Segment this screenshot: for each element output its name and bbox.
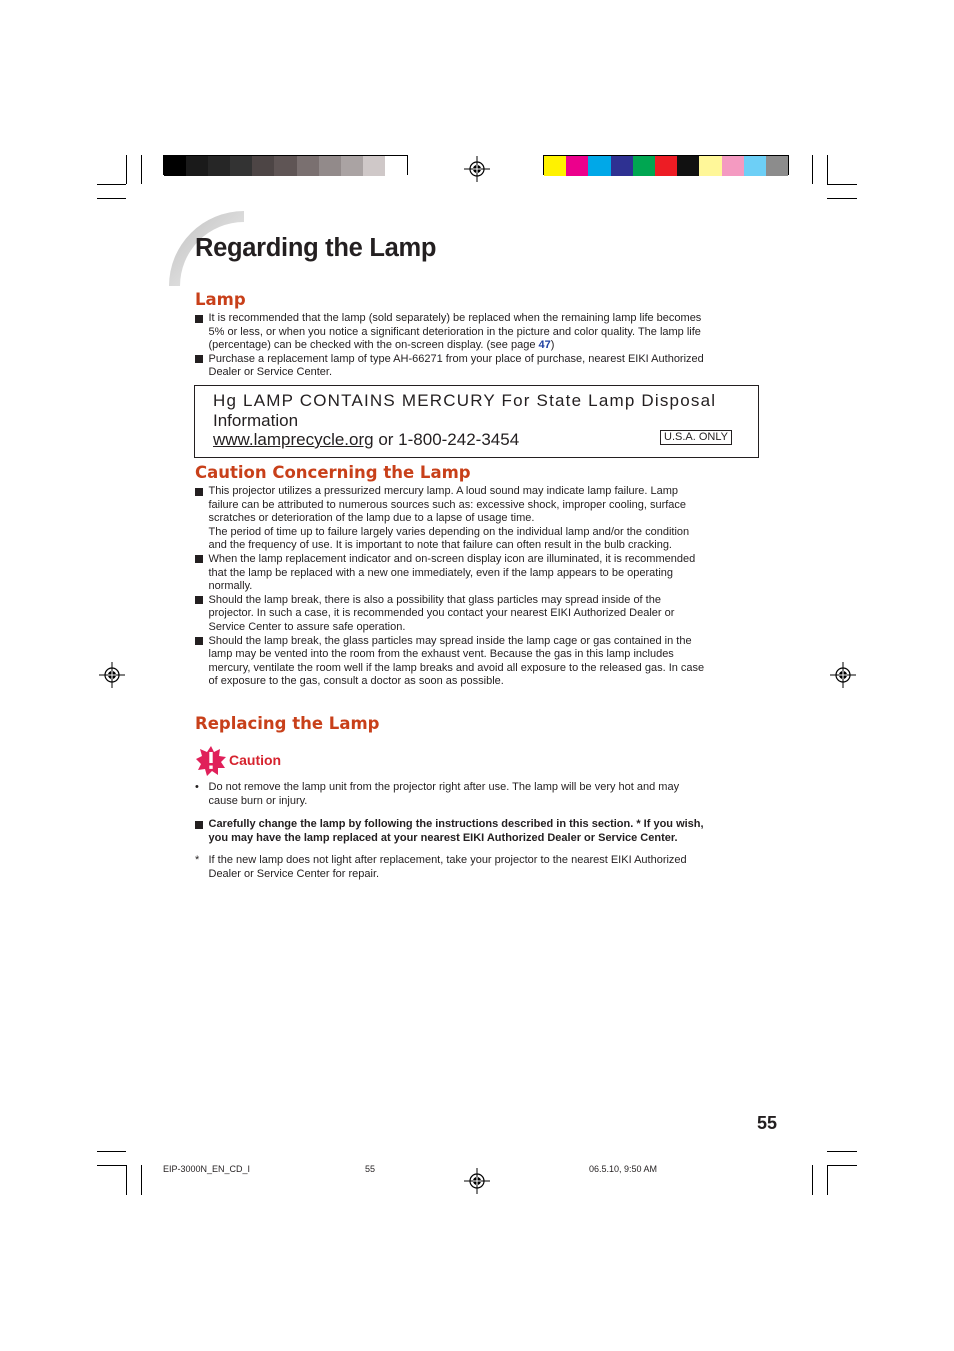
- section-heading-caution: Caution Concerning the Lamp: [195, 463, 471, 482]
- color-swatch: [208, 156, 230, 176]
- color-swatch: [341, 156, 363, 176]
- list-item: [195, 635, 760, 689]
- phone-number: or 1-800-242-3454: [373, 430, 520, 449]
- bullet-dot: •: [195, 781, 199, 793]
- color-swatch: [164, 156, 186, 176]
- crop-mark: [827, 155, 828, 184]
- color-swatch: [186, 156, 208, 176]
- color-swatch: [766, 156, 788, 176]
- crop-mark: [126, 1165, 127, 1195]
- replacing-note: [195, 854, 760, 881]
- footnote: [195, 854, 760, 881]
- caution-label: Caution: [229, 752, 282, 768]
- crop-mark: [97, 1151, 126, 1152]
- list-item: [195, 353, 760, 380]
- cmyk-color-bar: [543, 155, 789, 175]
- crop-mark: [827, 1165, 857, 1166]
- footer-file-name: EIP-3000N_EN_CD_I: [163, 1164, 251, 1174]
- color-swatch: [319, 156, 341, 176]
- registration-target-icon: [99, 662, 125, 688]
- crop-mark: [97, 198, 126, 199]
- bullet-square-icon: [195, 821, 203, 829]
- footer-timestamp: 06.5.10, 9:50 AM: [589, 1164, 658, 1174]
- color-swatch: [699, 156, 721, 176]
- color-swatch: [655, 156, 677, 176]
- color-swatch: [722, 156, 744, 176]
- footnote-marker: *: [195, 854, 200, 866]
- mercury-warning-line: Hg LAMP CONTAINS MERCURY For State Lamp Disposal: [213, 391, 717, 410]
- list-item-text: It is recommended that the lamp (sold separately) be replaced when the remaining lamp life becomes 5% or less, or when you notice a significant deterioration in the picture and color quality. The lamp life (percentage) can be checked with the on-screen display. (see page 47): [208, 312, 702, 352]
- section-heading-lamp: Lamp: [195, 290, 246, 309]
- replacing-instructions: [195, 818, 760, 845]
- list-item-text: Purchase a replacement lamp of type AH-66271 from your place of purchase, nearest EIKI Authorized Dealer or Service Center.: [208, 352, 704, 379]
- color-swatch: [385, 156, 407, 176]
- color-swatch: [744, 156, 766, 176]
- crop-mark: [97, 1165, 126, 1166]
- color-swatch: [566, 156, 588, 176]
- registration-target-icon: [830, 662, 856, 688]
- list-item-text: Do not remove the lamp unit from the projector right after use. The lamp will be very hot and may cause burn or injury.: [208, 781, 680, 807]
- list-item-text: This projector utilizes a pressurized mercury lamp. A loud sound may indicate lamp failure. Lamp failure can be attributed to numerous sources such as: excessive shock, improper cooling, surface scratches or deterioration of the lamp due to a lapse of usage time. The period of time up to failure largely varies depending on the individual lamp and/or the condition and the frequency of use. It is important to note that failure can often result in the bulb cracking.: [208, 485, 690, 552]
- crop-mark: [126, 155, 127, 184]
- crop-mark: [827, 1165, 828, 1195]
- region-tag: U.S.A. ONLY: [660, 430, 732, 445]
- lamp-list: [195, 312, 760, 380]
- footnote-text: If the new lamp does not light after replacement, take your projector to the nearest EIKI Authorized Dealer or Service Center for repair.: [208, 854, 687, 880]
- crop-mark: [812, 155, 813, 184]
- footer-page: 55: [365, 1164, 376, 1174]
- registration-target-icon: [464, 156, 490, 182]
- caution-burst-icon: [196, 746, 226, 776]
- section-heading-replacing: Replacing the Lamp: [195, 714, 380, 733]
- list-item-text: Should the lamp break, there is also a possibility that glass particles may spread inside of the projector. In such a case, it is recommended you contact your nearest EIKI Authorized Dealer or Service Center to assure safe operation.: [208, 593, 675, 633]
- list-item: [195, 312, 760, 353]
- bullet-square-icon: [195, 555, 203, 563]
- list-item: [195, 485, 760, 553]
- color-swatch: [677, 156, 699, 176]
- list-item: [195, 781, 760, 808]
- list-item-text: Should the lamp break, the glass particles may spread inside the lamp cage or gas contained in the lamp may be vented into the room from the exhaust vent. Because the gas in this lamp includes mercury, ventilate the room well if the lamp breaks and avoid all exposure to the released gas. In case of exposure to the gas, consult a doctor as soon as possible.: [208, 634, 705, 688]
- page-title: Regarding the Lamp: [195, 234, 437, 262]
- page-reference-link[interactable]: 47: [538, 339, 551, 352]
- bullet-square-icon: [195, 355, 203, 363]
- color-swatch: [252, 156, 274, 176]
- list-item-text: Carefully change the lamp by following the instructions described in this section. * If you wish, you may have the lamp replaced at your nearest EIKI Authorized Dealer or Service Center.: [208, 818, 704, 844]
- list-item: [195, 553, 760, 594]
- crop-mark: [141, 155, 142, 184]
- crop-mark: [97, 184, 126, 185]
- page-number: 55: [757, 1113, 778, 1133]
- color-swatch: [588, 156, 610, 176]
- crop-mark: [141, 1165, 142, 1195]
- mercury-disposal-box: [194, 385, 759, 458]
- caution-list: [195, 485, 760, 689]
- grayscale-color-bar: [163, 155, 408, 175]
- crop-mark: [812, 1165, 813, 1195]
- list-item-text: When the lamp replacement indicator and on-screen display icon are illuminated, it is recommended that the lamp be replaced with a new one immediately, even if the lamp appears to be operating normally.: [208, 552, 696, 593]
- list-item: [195, 594, 760, 635]
- color-swatch: [611, 156, 633, 176]
- color-swatch: [363, 156, 385, 176]
- recycle-url-link[interactable]: www.lamprecycle.org: [213, 430, 374, 449]
- bullet-square-icon: [195, 596, 203, 604]
- mercury-contact-line: [213, 430, 519, 450]
- color-swatch: [297, 156, 319, 176]
- color-swatch: [230, 156, 252, 176]
- replacing-bullet: [195, 781, 760, 808]
- bullet-square-icon: [195, 637, 203, 645]
- color-swatch: [274, 156, 296, 176]
- color-swatch: [633, 156, 655, 176]
- color-swatch: [544, 156, 566, 176]
- bullet-square-icon: [195, 315, 203, 323]
- crop-mark: [827, 184, 857, 185]
- crop-mark: [827, 1151, 857, 1152]
- list-item: [195, 818, 760, 845]
- crop-mark: [827, 198, 857, 199]
- registration-target-icon: [464, 1168, 490, 1194]
- bullet-square-icon: [195, 488, 203, 496]
- mercury-warning-line: Information: [213, 411, 299, 430]
